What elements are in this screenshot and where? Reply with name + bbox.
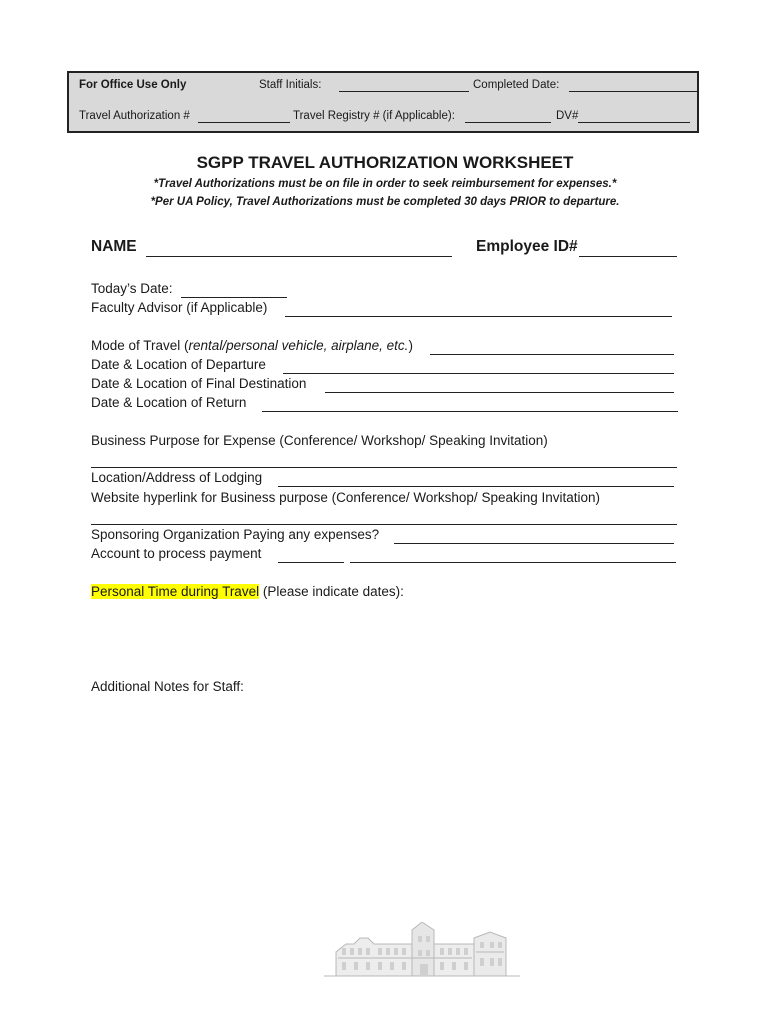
name-label: NAME xyxy=(91,238,137,255)
account-field-1[interactable] xyxy=(278,562,344,563)
office-use-heading: For Office Use Only xyxy=(79,79,187,91)
account-label: Account to process payment xyxy=(91,546,262,561)
travel-registry-field[interactable] xyxy=(465,112,551,123)
staff-initials-field[interactable] xyxy=(339,81,469,92)
additional-notes-label: Additional Notes for Staff: xyxy=(91,679,244,694)
policy-note: *Per UA Policy, Travel Authorizations must be completed 30 days PRIOR to departure. xyxy=(150,196,620,208)
travel-registry-label: Travel Registry # (if Applicable): xyxy=(293,110,455,122)
departure-label: Date & Location of Departure xyxy=(91,357,266,372)
destination-field[interactable] xyxy=(325,392,674,393)
mode-of-travel-label xyxy=(91,338,413,353)
website-field[interactable] xyxy=(91,524,677,525)
name-field[interactable] xyxy=(146,256,452,257)
mode-of-travel-examples: rental/personal vehicle, airplane, etc. xyxy=(188,338,409,353)
personal-time-label xyxy=(91,584,404,599)
departure-field[interactable] xyxy=(283,373,674,374)
reimbursement-note: *Travel Authorizations must be on file in order to seek reimbursement for expenses.* xyxy=(153,178,617,190)
completed-date-field[interactable] xyxy=(569,81,699,92)
additional-notes-area[interactable] xyxy=(91,700,681,900)
mode-of-travel-text: Mode of Travel ( xyxy=(91,338,189,353)
lodging-label: Location/Address of Lodging xyxy=(91,470,263,485)
personal-time-dates-area[interactable] xyxy=(91,604,681,668)
sponsoring-label: Sponsoring Organization Paying any expenses? xyxy=(91,527,380,542)
faculty-advisor-label: Faculty Advisor (if Applicable) xyxy=(91,300,268,315)
staff-initials-label: Staff Initials: xyxy=(259,79,322,91)
destination-label: Date & Location of Final Destination xyxy=(91,376,307,391)
website-label: Website hyperlink for Business purpose (Conference/ Workshop/ Speaking Invitation) xyxy=(91,490,601,505)
business-purpose-label: Business Purpose for Expense (Conference/ Workshop/ Speaking Invitation) xyxy=(91,433,548,448)
business-purpose-field[interactable] xyxy=(91,467,677,468)
faculty-advisor-field[interactable] xyxy=(285,316,672,317)
todays-date-label: Today’s Date: xyxy=(91,281,173,296)
return-field[interactable] xyxy=(262,411,678,412)
travel-authorization-field[interactable] xyxy=(198,112,290,123)
travel-authorization-label: Travel Authorization # xyxy=(79,110,190,122)
dv-label: DV# xyxy=(556,110,579,122)
mode-of-travel-close: ) xyxy=(408,338,413,353)
return-label: Date & Location of Return xyxy=(91,395,247,410)
employee-id-label: Employee ID# xyxy=(476,238,578,255)
dv-field[interactable] xyxy=(578,112,690,123)
office-use-box xyxy=(67,71,699,133)
lodging-field[interactable] xyxy=(278,486,674,487)
todays-date-field[interactable] xyxy=(181,297,287,298)
sponsoring-field[interactable] xyxy=(394,543,674,544)
personal-time-suffix: (Please indicate dates): xyxy=(262,584,404,599)
building-watermark-image xyxy=(324,922,520,978)
completed-date-label: Completed Date: xyxy=(473,79,560,91)
personal-time-highlight: Personal Time during Travel xyxy=(91,584,260,599)
account-field-2[interactable] xyxy=(350,562,676,563)
page-title: SGPP TRAVEL AUTHORIZATION WORKSHEET xyxy=(196,153,574,172)
employee-id-field[interactable] xyxy=(579,256,677,257)
mode-of-travel-field[interactable] xyxy=(430,354,674,355)
